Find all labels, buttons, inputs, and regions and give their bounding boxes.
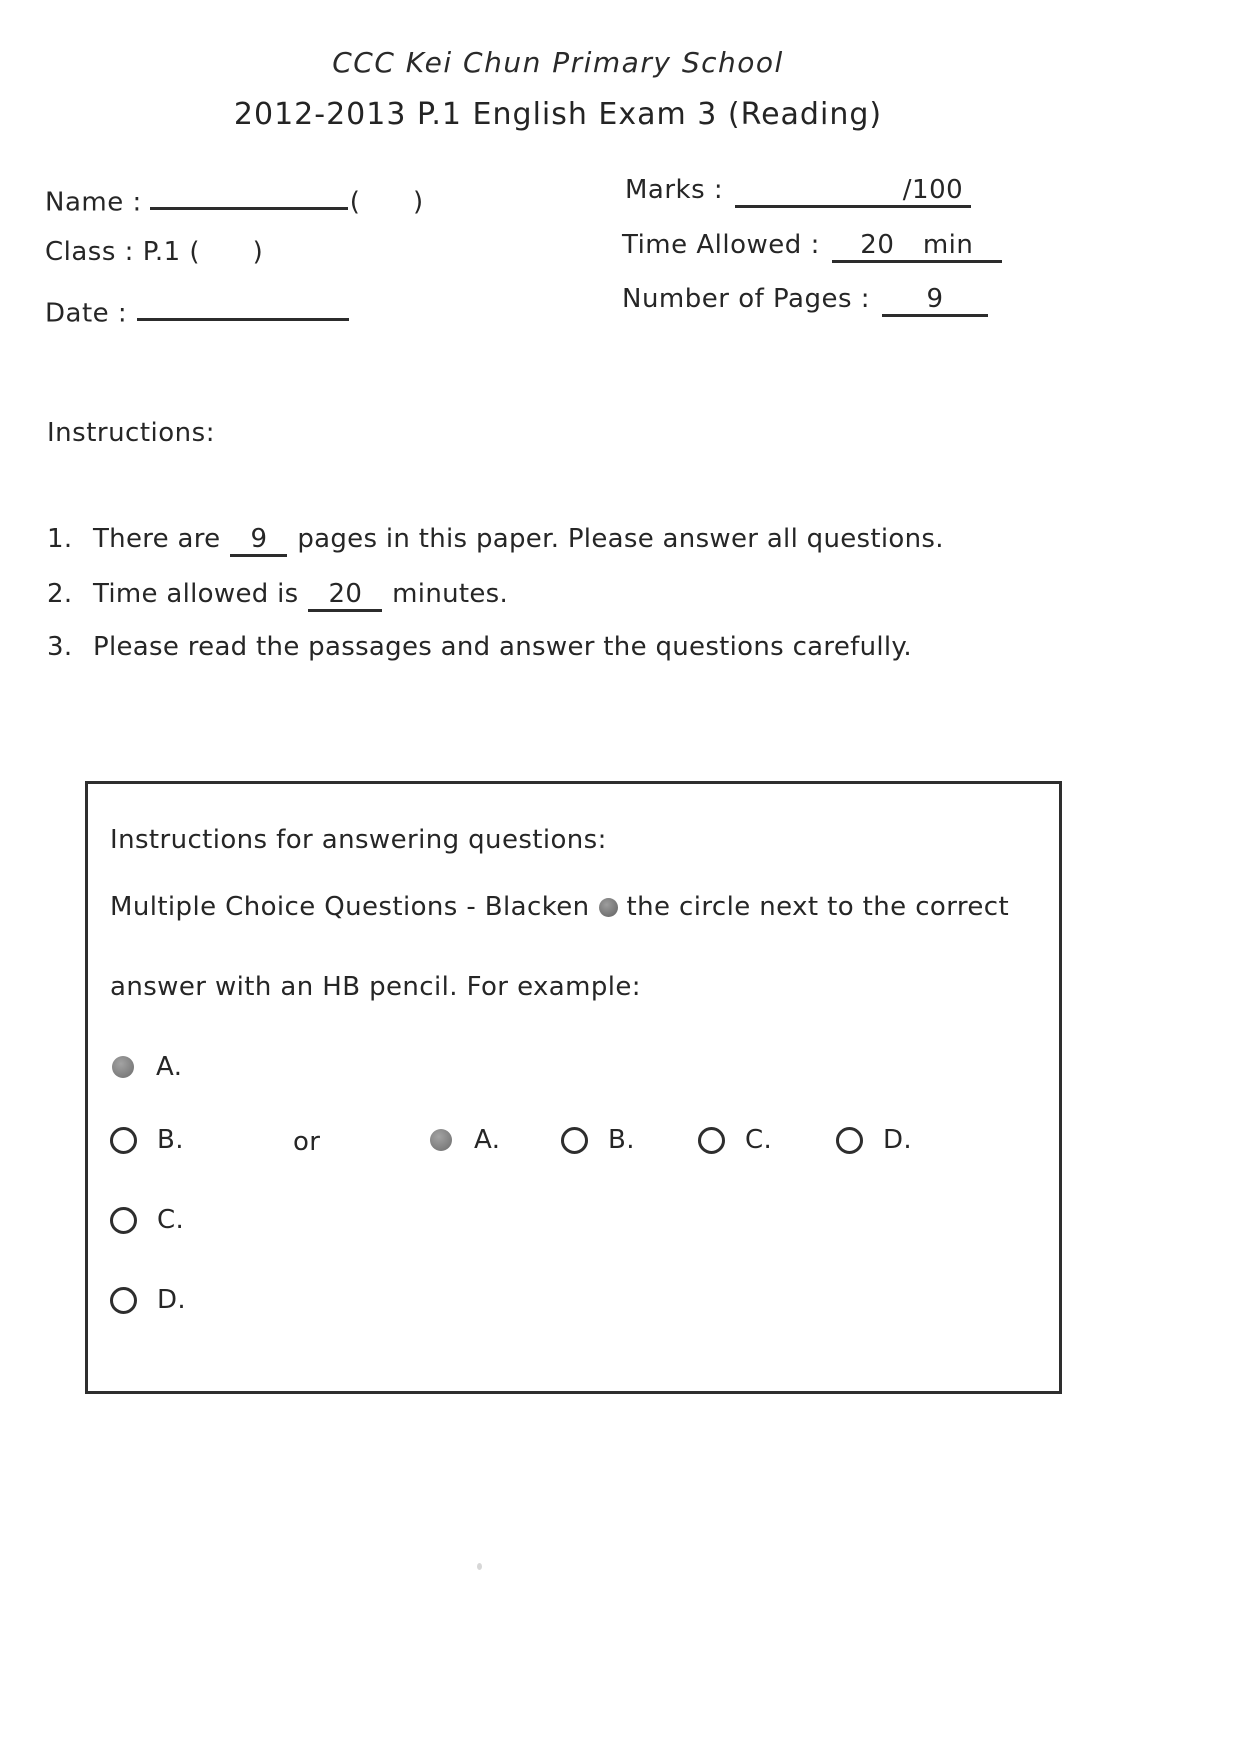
instruction-item-1 (47, 524, 944, 557)
instruction-2-text (93, 579, 508, 612)
empty-bubble-icon (561, 1127, 588, 1154)
instructions-heading: Instructions: (47, 418, 215, 448)
empty-bubble-icon (110, 1287, 137, 1314)
instruction-2-pre: Time allowed is (93, 579, 299, 609)
instruction-1-post: pages in this paper. Please answer all questions. (297, 524, 944, 554)
filled-bubble-icon (430, 1129, 452, 1151)
answer-box-line1-pre: Multiple Choice Questions - Blacken (110, 892, 590, 922)
exam-title: 2012-2013 P.1 English Exam 3 (Reading) (233, 97, 883, 132)
row-example-option-d (836, 1125, 912, 1155)
scan-speck (477, 1563, 482, 1570)
instruction-3-number: 3. (47, 632, 73, 662)
row-example-option-c-label: C. (745, 1125, 773, 1155)
answer-box-line2: answer with an HB pencil. For example: (110, 972, 641, 1002)
name-blank-line (150, 180, 348, 210)
marks-field-row (625, 175, 971, 208)
pages-value: 9 (926, 284, 944, 314)
school-name: CCC Kei Chun Primary School (332, 46, 784, 79)
instruction-item-3 (47, 632, 912, 662)
date-label: Date : (45, 298, 128, 329)
example-option-d-label: D. (157, 1285, 187, 1315)
date-field-row (45, 291, 349, 328)
answer-box-line1-post: the circle next to the correct (626, 892, 1010, 922)
time-allowed-line (832, 230, 1002, 263)
instruction-1-pre: There are (93, 524, 221, 554)
row-example-option-d-label: D. (883, 1125, 913, 1155)
class-field-row (45, 237, 263, 267)
name-class-number-parens: ( ) (349, 187, 424, 218)
empty-bubble-icon (836, 1127, 863, 1154)
example-option-d (110, 1285, 186, 1315)
row-example-option-a-label: A. (474, 1125, 501, 1155)
instruction-1-text (93, 524, 944, 557)
or-label: or (293, 1127, 321, 1157)
class-label: Class : P.1 ( ) (45, 237, 264, 267)
row-example-option-a (428, 1125, 500, 1155)
time-allowed-unit: min (922, 230, 974, 260)
date-blank-line (137, 291, 349, 321)
instruction-3-text: Please read the passages and answer the questions carefully. (93, 632, 912, 662)
example-option-b-row (110, 1125, 1040, 1159)
instruction-2-number: 2. (47, 579, 73, 609)
marks-label: Marks : (625, 175, 724, 205)
row-example-option-b-label: B. (608, 1125, 635, 1155)
instruction-1-fill: 9 (230, 524, 287, 557)
empty-bubble-icon (110, 1127, 137, 1154)
answering-instructions-box (85, 781, 1062, 1394)
time-allowed-field-row (622, 230, 1002, 263)
name-field-row (45, 180, 424, 217)
blackened-circle-icon (599, 898, 618, 917)
name-label: Name : (45, 187, 142, 218)
row-example-option-c (698, 1125, 772, 1155)
time-allowed-value: 20 (860, 230, 895, 260)
example-option-a (110, 1052, 182, 1082)
pages-label: Number of Pages : (622, 284, 871, 314)
empty-bubble-icon (698, 1127, 725, 1154)
number-of-pages-field-row (622, 284, 988, 317)
marks-denominator: /100 (902, 175, 964, 205)
example-option-c (110, 1205, 184, 1235)
instruction-2-post: minutes. (392, 579, 509, 609)
example-option-b (110, 1125, 184, 1155)
marks-blank-line (735, 175, 971, 208)
answer-box-title: Instructions for answering questions: (110, 825, 607, 855)
answer-box-line1 (110, 892, 1009, 922)
example-option-a-label: A. (156, 1052, 183, 1082)
row-example-option-b (561, 1125, 635, 1155)
instruction-item-2 (47, 579, 508, 612)
time-allowed-label: Time Allowed : (622, 230, 820, 260)
instruction-1-number: 1. (47, 524, 73, 554)
filled-bubble-icon (112, 1056, 134, 1078)
pages-value-line (882, 284, 988, 317)
example-option-c-label: C. (157, 1205, 185, 1235)
empty-bubble-icon (110, 1207, 137, 1234)
example-option-b-label: B. (157, 1125, 184, 1155)
instruction-2-fill: 20 (308, 579, 382, 612)
